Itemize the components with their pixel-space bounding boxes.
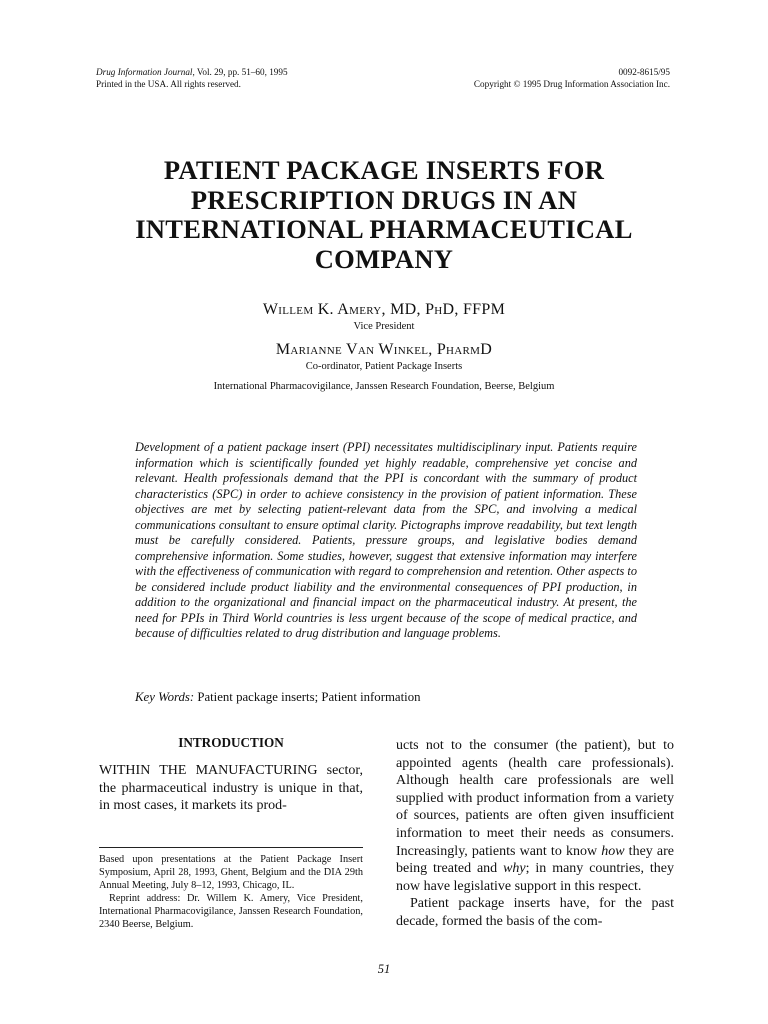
copyright: Copyright © 1995 Drug Information Association Inc.	[473, 78, 670, 89]
footnote-presentation: Based upon presentations at the Patient Package Insert Symposium, April 28, 1993, Ghent, Belgium and the DIA 29th Annual Meeting, July 8–12, 1993, Chicago, IL.	[99, 854, 363, 892]
emphasis-how: how	[601, 843, 625, 859]
running-header-left	[96, 67, 288, 90]
issn: 0092-8615/95	[618, 67, 670, 77]
footnote	[99, 853, 363, 932]
keywords	[135, 689, 421, 705]
keywords-text: Patient package inserts; Patient information	[194, 690, 421, 704]
institution: International Pharmacovigilance, Janssen Research Foundation, Beerse, Belgium	[213, 381, 555, 392]
author-role: Co-ordinator, Patient Package Inserts	[305, 361, 463, 372]
article-title	[80, 156, 688, 274]
author-role: Vice President	[353, 321, 415, 332]
body-paragraph: Patient package inserts have, for the past decade, formed the basis of the com-	[396, 896, 674, 929]
left-column	[99, 734, 363, 815]
title-line: PRESCRIPTION DRUGS IN AN	[190, 184, 578, 215]
journal-citation	[96, 67, 288, 79]
keywords-label: Key Words:	[135, 690, 195, 704]
journal-name: Drug Information Journal	[96, 67, 193, 77]
section-heading: INTRODUCTION	[178, 735, 284, 750]
author-block	[0, 300, 768, 400]
right-column	[396, 737, 674, 931]
printed-notice: Printed in the USA. All rights reserved.	[96, 78, 241, 89]
text-run: ; in many countries, they now have legislative support in this respect.	[396, 861, 674, 894]
footnote-rule	[99, 847, 363, 848]
title-line: COMPANY	[314, 243, 454, 274]
abstract: Development of a patient package insert (PPI) necessitates multidisciplinary input. Patients require information which is scientifically founded yet highly readable, comprehensive yet concise and relevant. Health professionals demand that the PPI is concordant with the summary of product characteristics (SPC) in order to achieve consistency in the provision of patient information. These objectives are met by selecting patient-relevant data from the SPC, and involving a medical communications consultant to ensure optimal clarity. Pictographs improve readability, but text length must be carefully considered. Patients, pressure groups, and legislative bodies demand comprehensive information. Some studies, however, suggest that extensive information may interfere with the effectiveness of communication with regard to comprehension and retention. Other aspects to be considered include product liability and the environmental consequences of PPI production, in addition to the organizational and financial impact on the pharmaceutical industry. At present, the need for PPIs in Third World countries is less urgent because of the scope of medical practice, and because of difficulties related to drug distribution and language problems.	[135, 440, 637, 640]
page-number: 51	[377, 962, 391, 976]
text-run: ucts not to the consumer (the patient), but to appointed agents (health care professionals). Although health care professionals are well supplied with product information from a variety of sources, patients are often given insufficient information to meet their needs as consumers. Increasingly, patients want to know	[396, 738, 674, 859]
author-name: Willem K. Amery, MD, PhD, FFPM	[262, 301, 506, 318]
body-paragraph	[396, 737, 674, 895]
footnote-reprint: Reprint address: Dr. Willem K. Amery, Vice President, International Pharmacovigilance, Janssen Research Foundation, 2340 Beerse, Belgium.	[99, 893, 363, 931]
title-line: PATIENT PACKAGE INSERTS FOR	[163, 155, 605, 185]
body-paragraph: WITHIN THE MANUFACTURING sector, the pharmaceutical industry is unique in that, in most cases, it markets its prod-	[99, 763, 363, 814]
title-line: INTERNATIONAL PHARMACEUTICAL	[135, 214, 633, 244]
author-name: Marianne Van Winkel, PharmD	[275, 341, 493, 358]
running-header-right	[474, 67, 670, 90]
journal-volume: , Vol. 29, pp. 51–60, 1995	[192, 67, 288, 77]
text-run: they are being treated and	[396, 843, 674, 877]
emphasis-why: why	[503, 861, 526, 877]
